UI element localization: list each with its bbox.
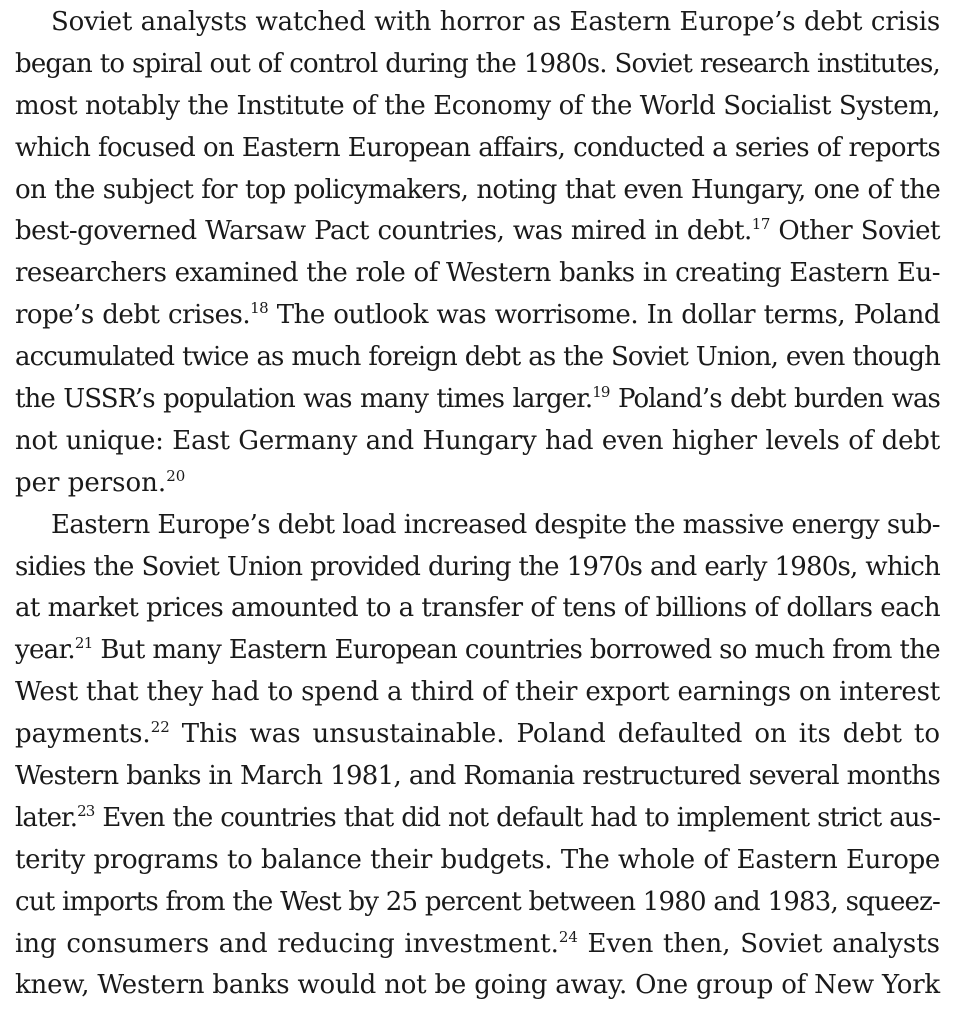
text-line <box>15 924 940 966</box>
line-text: Even the countries that did not default had to implement strict aus- <box>94 802 940 833</box>
line-text: most notably the Institute of the Economy of the World Socialist System, <box>15 90 940 121</box>
line-text: payments. <box>15 719 151 750</box>
text-line <box>15 44 940 86</box>
line-text: ing consumers and reducing investment. <box>15 928 559 959</box>
line-text: not unique: East Germany and Hungary had even higher levels of debt <box>15 425 940 456</box>
text-line <box>15 211 940 253</box>
line-text: best-governed Warsaw Pact countries, was mired in debt. <box>15 216 752 247</box>
line-text: the USSR’s population was many times larger. <box>15 384 593 415</box>
line-text: rope’s debt crises. <box>15 300 251 331</box>
text-line <box>15 714 940 756</box>
line-text: began to spiral out of control during the 1980s. Soviet research institutes, <box>15 48 940 79</box>
line-text: accumulated twice as much foreign debt as the Soviet Union, even though <box>15 342 940 373</box>
text-line <box>15 170 940 212</box>
line-text: The outlook was worrisome. In dollar terms, Poland <box>268 300 940 331</box>
text-line <box>15 253 940 295</box>
document-page <box>15 2 940 1007</box>
footnote-marker: 20 <box>166 466 186 485</box>
text-line <box>15 965 940 1007</box>
line-text: at market prices amounted to a transfer of tens of billions of dollars each <box>15 593 940 624</box>
line-text: per person. <box>15 467 167 498</box>
line-text: This was unsustainable. Poland defaulted on its debt to <box>169 719 940 750</box>
line-text: researchers examined the role of Western banks in creating Eastern Eu- <box>15 258 940 289</box>
line-text: Other Soviet <box>769 216 940 247</box>
line-text: West that they had to spend a third of their export earnings on interest <box>15 677 940 708</box>
line-text: knew, Western banks would not be going away. One group of New York <box>15 970 940 1001</box>
text-line <box>15 547 940 589</box>
footnote-marker: 24 <box>558 927 578 946</box>
line-text: Poland’s debt burden was <box>609 384 940 415</box>
text-line <box>15 840 940 882</box>
text-line <box>15 505 940 547</box>
text-line <box>15 882 940 924</box>
line-text: on the subject for top policymakers, noting that even Hungary, one of the <box>15 174 940 205</box>
text-line <box>15 86 940 128</box>
line-text: terity programs to balance their budgets. The whole of Eastern Europe <box>15 844 940 875</box>
text-line <box>15 2 940 44</box>
line-text: which focused on Eastern European affairs, conducted a series of reports <box>15 132 940 163</box>
footnote-marker: 23 <box>77 801 95 820</box>
text-line <box>15 421 940 463</box>
text-line <box>15 295 940 337</box>
text-line <box>15 588 940 630</box>
text-line <box>15 379 940 421</box>
line-text: But many Eastern European countries borrowed so much from the <box>92 635 940 666</box>
footnote-marker: 22 <box>150 718 170 737</box>
text-line <box>15 463 940 505</box>
footnote-marker: 21 <box>74 634 93 653</box>
line-text: Western banks in March 1981, and Romania restructured several months <box>15 761 940 792</box>
text-line <box>15 337 940 379</box>
footnote-marker: 18 <box>250 299 269 318</box>
line-text: year. <box>15 635 75 666</box>
footnote-marker: 17 <box>751 215 770 234</box>
text-line <box>15 672 940 714</box>
text-line <box>15 798 940 840</box>
line-text: Soviet analysts watched with horror as Eastern Europe’s debt crisis <box>51 7 940 37</box>
paragraph-1 <box>15 2 940 505</box>
paragraph-2 <box>15 505 940 1008</box>
text-line <box>15 128 940 170</box>
line-text: Even then, Soviet analysts <box>577 928 940 959</box>
text-line <box>15 630 940 672</box>
line-text: Eastern Europe’s debt load increased despite the massive energy sub- <box>51 509 940 540</box>
footnote-marker: 19 <box>592 383 610 402</box>
line-text: later. <box>15 802 78 833</box>
line-text: cut imports from the West by 25 percent between 1980 and 1983, squeez- <box>15 886 940 917</box>
line-text: sidies the Soviet Union provided during the 1970s and early 1980s, which <box>15 551 940 582</box>
text-line <box>15 756 940 798</box>
